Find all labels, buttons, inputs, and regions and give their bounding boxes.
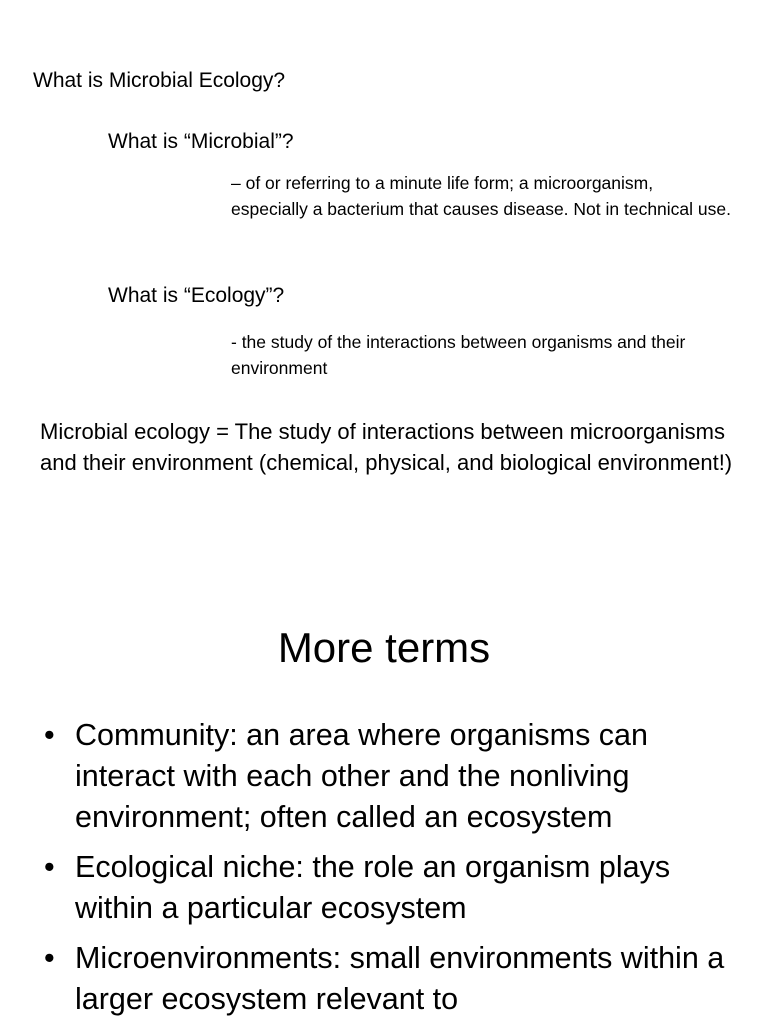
bullet-icon: •: [44, 941, 55, 975]
ecology-question: What is “Ecology”?: [108, 284, 285, 307]
main-question: What is Microbial Ecology?: [33, 69, 286, 92]
term-microenvironments: Microenvironments: small environments within a larger ecosystem relevant to: [75, 941, 725, 1016]
microbial-definition: – of or referring to a minute life form; a microorganism, especially a bacterium that causes disease. Not in technical use.: [231, 173, 731, 219]
microbial-question: What is “Microbial”?: [108, 130, 294, 153]
terms-list: [44, 715, 754, 1029]
bullet-icon: •: [44, 850, 55, 884]
bullet-icon: •: [44, 718, 55, 752]
microbial-ecology-summary: Microbial ecology = The study of interactions between microorganisms and their environment (chemical, physical, and biological environment!): [40, 419, 733, 475]
ecology-definition: - the study of the interactions between organisms and their environment: [231, 332, 686, 378]
list-item: [44, 715, 754, 838]
term-community: Community: an area where organisms can interact with each other and the nonliving environment; often called an ecosystem: [75, 718, 648, 834]
list-item: [44, 847, 754, 929]
list-item: [44, 938, 754, 1020]
term-ecological-niche: Ecological niche: the role an organism plays within a particular ecosystem: [75, 850, 671, 925]
slide-heading: More terms: [277, 624, 491, 671]
